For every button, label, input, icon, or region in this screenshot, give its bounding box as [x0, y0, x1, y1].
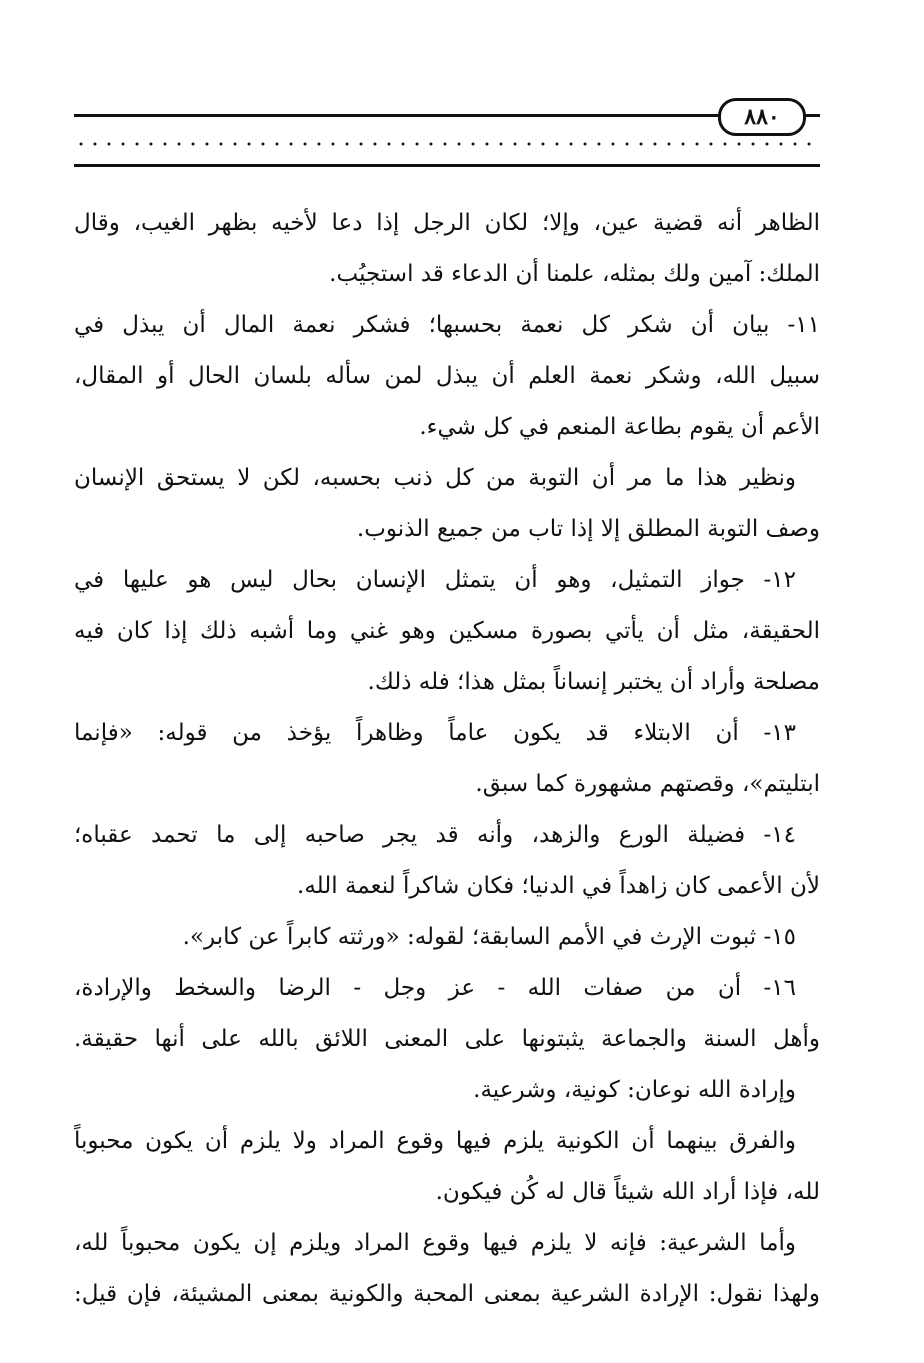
text-line: الظاهر أنه قضية عين، وإلا؛ لكان الرجل إذا دعا لأخيه بظهر الغيب، وقال [74, 210, 820, 236]
text-line: ابتليتم»، وقصتهم مشهورة كما سبق. [475, 771, 820, 797]
text-line: الحقيقة، مثل أن يأتي بصورة مسكين وهو غني وما أشبه ذلك إذا كان فيه [74, 618, 820, 644]
text-line: وصف التوبة المطلق إلا إذا تاب من جميع الذنوب. [356, 516, 820, 542]
text-line: لله، فإذا أراد الله شيئاً قال له كُن فيكون. [435, 1179, 820, 1205]
page-number: ٨٨٠ [718, 98, 806, 136]
text-line: وإرادة الله نوعان: كونية، وشرعية. [473, 1077, 796, 1103]
text-line: وأهل السنة والجماعة يثبتونها على المعنى اللائق بالله على أنها حقيقة. [74, 1026, 820, 1052]
page-header [74, 92, 820, 172]
header-top-rule [74, 114, 820, 117]
text-line: ١٣- أن الابتلاء قد يكون عاماً وظاهراً يؤخذ من قوله: «فإنما [74, 720, 796, 746]
text-line: الأعم أن يقوم بطاعة المنعم في كل شيء. [419, 414, 820, 440]
text-line: لأن الأعمى كان زاهداً في الدنيا؛ فكان شاكراً لنعمة الله. [297, 873, 820, 899]
text-line: ١١- بيان أن شكر كل نعمة بحسبها؛ فشكر نعمة المال أن يبذل في [74, 312, 820, 338]
text-line: مصلحة وأراد أن يختبر إنساناً بمثل هذا؛ فله ذلك. [367, 669, 820, 695]
text-line: ولهذا نقول: الإرادة الشرعية بمعنى المحبة والكونية بمعنى المشيئة، فإن قيل: [74, 1281, 820, 1307]
text-line: ١٥- ثبوت الإرث في الأمم السابقة؛ لقوله: «ورثته كابراً عن كابر». [182, 924, 796, 950]
text-line: ١٦- أن من صفات الله - عز وجل - الرضا والسخط والإرادة، [74, 975, 796, 1001]
text-line: سبيل الله، وشكر نعمة العلم أن يبذل لمن سأله بلسان الحال أو المقال، [74, 363, 820, 389]
text-line: وأما الشرعية: فإنه لا يلزم فيها وقوع المراد ويلزم إن يكون محبوباً لله، [74, 1230, 796, 1256]
text-line: الملك: آمين ولك بمثله، علمنا أن الدعاء قد استجيُب. [329, 261, 820, 287]
text-line: ١٢- جواز التمثيل، وهو أن يتمثل الإنسان بحال ليس هو عليها في [74, 567, 796, 593]
header-dotted-rule [74, 142, 820, 146]
text-line: ونظير هذا ما مر أن التوبة من كل ذنب بحسبه، لكن لا يستحق الإنسان [74, 465, 796, 491]
text-line: ١٤- فضيلة الورع والزهد، وأنه قد يجر صاحبه إلى ما تحمد عقباه؛ [74, 822, 796, 848]
header-bottom-rule [74, 164, 820, 167]
page-body [74, 198, 820, 1320]
text-line: والفرق بينهما أن الكونية يلزم فيها وقوع المراد ولا يلزم أن يكون محبوباً [74, 1128, 796, 1154]
